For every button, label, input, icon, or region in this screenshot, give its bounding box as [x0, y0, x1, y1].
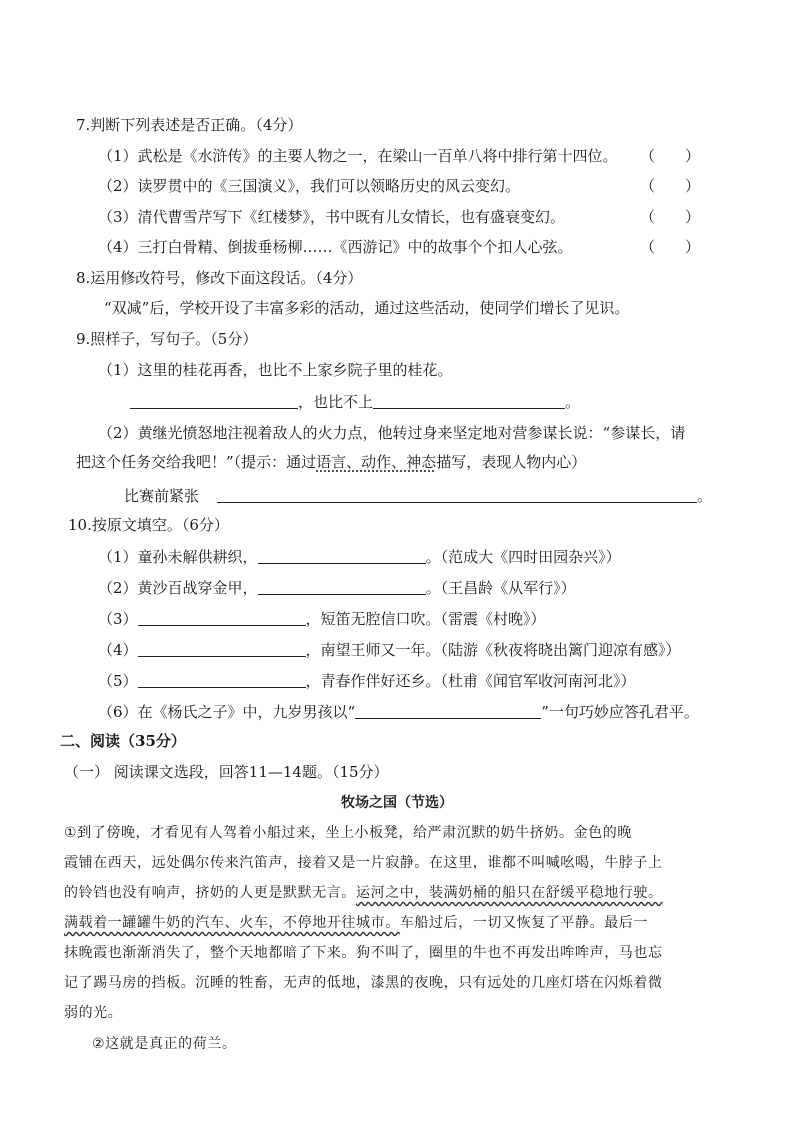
q7-answer-paren-4[interactable]: （ ） — [640, 238, 701, 256]
q10-blank-4[interactable] — [138, 642, 306, 657]
q10-item-2-num: （2） — [98, 579, 138, 597]
passage-line-5: 抹晚霞也渐渐消失了，整个天地都暗了下来。狗不叫了，圈里的牛也不再发出哞哞声，马也忘 — [64, 945, 663, 961]
q9-hint-keywords: 语言、动作、神态 — [316, 453, 437, 471]
passage-wavy-sentence-2: 满载着一罐罐牛奶的汽车、火车，不停地开往城市。 — [64, 915, 400, 931]
q9-item-1-mid: ，也比不上 — [298, 393, 374, 411]
passage-line-4-b: 车船过后，一切又恢复了平静。最后一 — [399, 915, 649, 931]
q10-blank-5[interactable] — [138, 673, 306, 688]
q10-item-1-num: （1） — [98, 548, 138, 566]
q10-item-4-num: （4） — [98, 641, 138, 659]
q10-item-2-post: 。（王昌龄《从军行》） — [425, 579, 576, 597]
q10-blank-6[interactable] — [355, 704, 541, 719]
q8-sentence: “双减”后，学校开设了丰富多彩的活动，通过这些活动，使同学们增长了见识。 — [104, 299, 630, 317]
q10-item-4 — [98, 642, 681, 658]
passage-line-7: 弱的光。 — [64, 1005, 123, 1021]
passage-line-4 — [64, 916, 648, 930]
q9-heading: 9.照样子，写句子。（5分） — [76, 330, 258, 348]
q9-answer-end: 。 — [697, 487, 713, 505]
passage-wavy-sentence-1: 运河之中，装满奶桶的船只在舒缓平稳地行驶。 — [356, 885, 663, 901]
q9-item-2-answer-row — [124, 488, 712, 504]
passage-line-2: 霞铺在西天，远处偶尔传来汽笛声，接着又是一片寂静。在这里，谁都不叫喊吆喝，牛脖子上 — [64, 855, 663, 871]
q10-item-5-post: ，青春作伴好还乡。（杜甫《闻官军收河南河北》） — [305, 672, 636, 690]
q7-answer-paren-3[interactable]: （ ） — [640, 208, 701, 226]
q9-item-2-line-1: （2）黄继光愤怒地注视着敌人的火力点，他转过身来坚定地对营参谋长说：“参谋长，请 — [98, 424, 686, 442]
passage-line-3 — [64, 886, 663, 900]
q10-item-4-post: ，南望王师又一年。（陆游《秋夜将晓出篱门迎凉有感》） — [305, 641, 681, 659]
q9-item-2-line-2 — [76, 455, 586, 470]
q10-blank-2[interactable] — [258, 580, 426, 595]
q7-item-3: （3）清代曹雪芹写下《红楼梦》，书中既有儿女情长，也有盛衰变幻。 — [98, 208, 566, 226]
q7-item-4: （4）三打白骨精、倒拔垂杨柳……《西游记》中的故事个个扣人心弦。 — [98, 238, 573, 256]
q10-item-1-pre: 童孙未解供耕织， — [137, 548, 258, 566]
section-2-instruction: （一） 阅读课文选段，回答11—14题。（15分） — [64, 763, 389, 781]
q7-item-1: （1）武松是《水浒传》的主要人物之一，在梁山一百单八将中排行第十四位。 — [98, 147, 618, 165]
q10-item-6 — [98, 704, 699, 720]
q9-blank-1[interactable] — [130, 394, 298, 409]
passage-paragraph-2: ②这就是真正的荷兰。 — [92, 1036, 237, 1052]
q9-blank-2[interactable] — [373, 394, 565, 409]
q9-item-1-end: 。 — [565, 393, 581, 411]
q10-item-6-post: ”一句巧妙应答孔君平。 — [541, 703, 699, 721]
q10-blank-3[interactable] — [138, 611, 306, 626]
q9-item-2-text-c: 描写，表现人物内心） — [436, 453, 587, 471]
q9-blank-3[interactable] — [217, 488, 697, 503]
q10-item-5 — [98, 673, 636, 689]
q10-item-6-pre: （6）在《杨氏之子》中，九岁男孩以“ — [98, 703, 356, 721]
q7-item-2: （2）读罗贯中的《三国演义》，我们可以领略历史的风云变幻。 — [98, 177, 521, 195]
q10-blank-1[interactable] — [258, 549, 426, 564]
q10-heading: 10.按原文填空。（6分） — [68, 516, 229, 534]
q7-answer-paren-1[interactable]: （ ） — [640, 147, 701, 165]
q10-item-2-pre: 黄沙百战穿金甲， — [137, 579, 258, 597]
passage-title: 牧场之国（节选） — [341, 795, 453, 811]
q10-item-1-post: 。（范成大《四时田园杂兴》） — [425, 548, 621, 566]
q7-heading: 7.判断下列表述是否正确。（4分） — [76, 116, 303, 134]
q7-answer-paren-2[interactable]: （ ） — [640, 177, 701, 195]
q9-answer-prefix: 比赛前紧张 — [124, 487, 200, 505]
q9-item-1-answer-row — [130, 394, 580, 410]
passage-line-1: ①到了傍晚，才看见有人驾着小船过来，坐上小板凳，给严肃沉默的奶牛挤奶。金色的晚 — [64, 825, 632, 841]
q10-item-3 — [98, 611, 546, 627]
q9-item-2-text-a: 把这个任务交给我吧！”（提示：通过 — [76, 453, 317, 471]
q10-item-1 — [98, 549, 621, 565]
passage-line-6: 记了踢马房的挡板。沉睡的牲畜，无声的低地，漆黑的夜晚，只有远处的几座灯塔在闪烁着微 — [64, 975, 663, 991]
passage-line-3-a: 的铃铛也没有响声，挤奶的人更是默默无言。 — [64, 885, 356, 901]
q10-item-5-num: （5） — [98, 672, 138, 690]
q10-item-2 — [98, 580, 576, 596]
section-2-title: 二、阅读（35分） — [60, 732, 186, 750]
q10-item-3-post: ，短笛无腔信口吹。（雷震《村晚》） — [305, 610, 546, 628]
q10-item-3-num: （3） — [98, 610, 138, 628]
q8-heading: 8.运用修改符号，修改下面这段话。（4分） — [76, 269, 363, 287]
q9-item-1: （1）这里的桂花再香，也比不上家乡院子里的桂花。 — [98, 361, 453, 379]
